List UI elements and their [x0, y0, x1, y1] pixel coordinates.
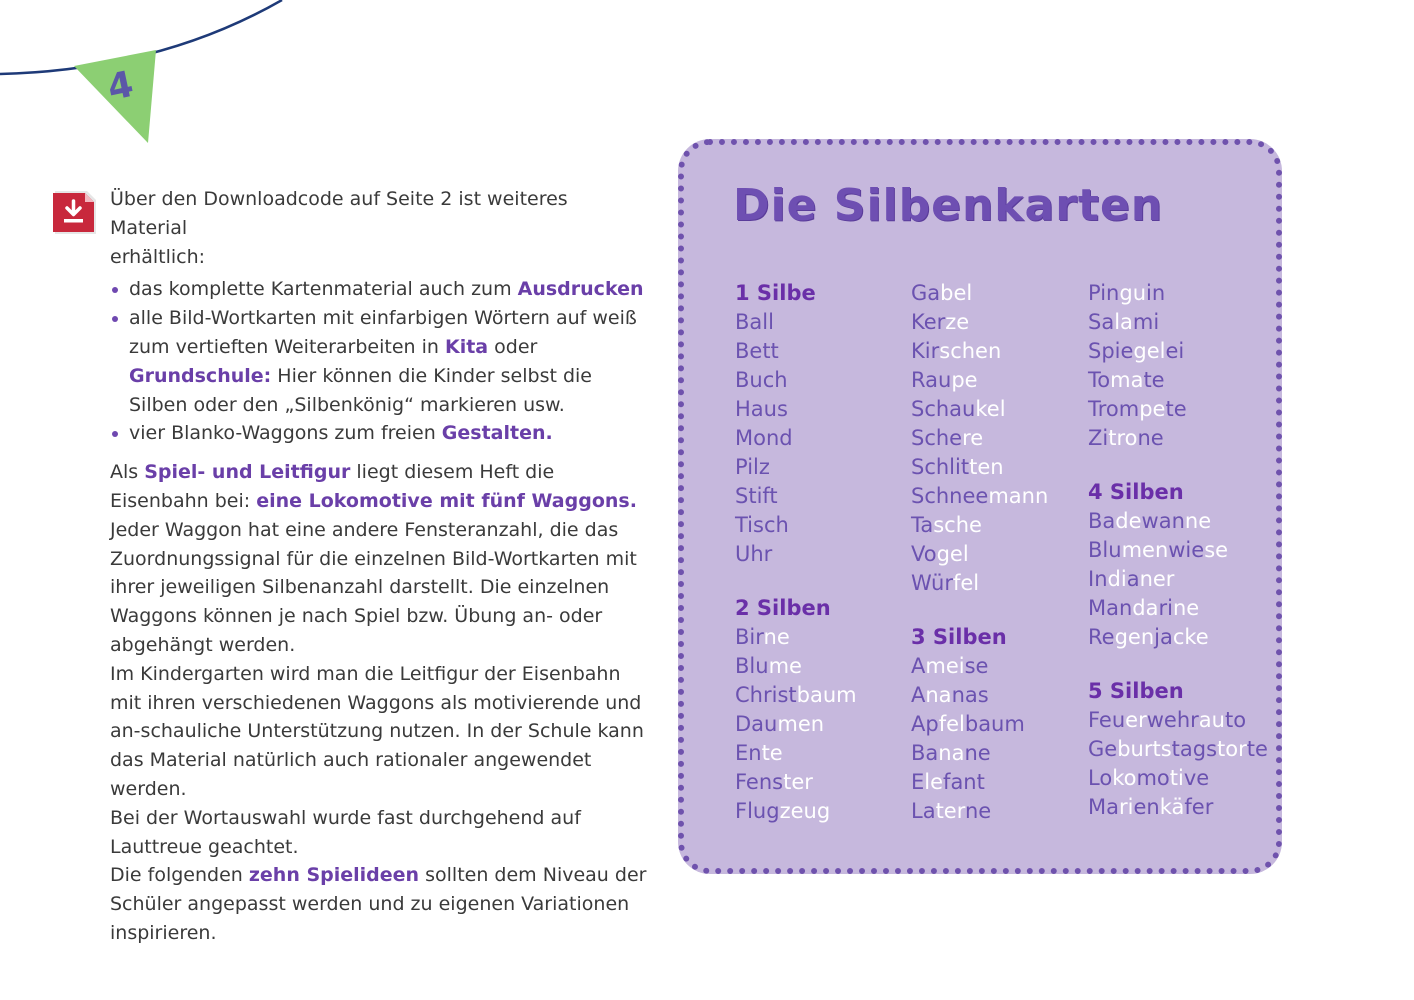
syllable-word: Indianer [1088, 567, 1175, 591]
word-list [735, 308, 857, 569]
syllable-word: Birne [735, 625, 790, 649]
syllable-word: Lokomotive [1088, 766, 1210, 790]
syllable-word: Marienkäfer [1088, 795, 1214, 819]
syllable-word: Spiegelei [1088, 339, 1185, 363]
card-title: Die Silbenkarten [733, 180, 1164, 231]
syllable-word: Schaukel [911, 397, 1006, 421]
group-title: 4 Silben [1088, 480, 1184, 504]
list-item: das komplette Kartenmaterial auch zum Ausdrucken [129, 275, 650, 304]
syllable-word: Flugzeug [735, 799, 831, 823]
syllable-word: Raupe [911, 368, 978, 392]
group-title: 1 Silbe [735, 281, 816, 305]
syllable-word: Mandarine [1088, 596, 1200, 620]
word-list [911, 279, 1048, 598]
column-3 [1088, 279, 1268, 822]
syllable-word: Tasche [911, 513, 982, 537]
group-title: 2 Silben [735, 596, 831, 620]
body-paragraph: Bei der Wortauswahl wurde fast durchgehend auf Lauttreue geachtet. [110, 806, 581, 858]
syllable-word: Regenjacke [1088, 625, 1209, 649]
page-decoration [0, 0, 300, 160]
word-list [911, 652, 1048, 826]
syllable-word: Pinguin [1088, 281, 1166, 305]
body-paragraph: Im Kindergarten wird man die Leitfigur der Eisenbahn mit ihren verschiedenen Waggons als motivierende und an-schauliche Unterstützung nutzen. In der Schule kann das Material natürlich auch rationaler angewendet werden. [110, 662, 644, 800]
syllable-word: Schlitten [911, 455, 1004, 479]
syllable-word: Würfel [911, 571, 980, 595]
syllable-word: Banane [911, 741, 991, 765]
page-number: 4 [104, 63, 138, 110]
list-item: vier Blanko-Waggons zum freien Gestalten. [129, 419, 650, 448]
syllable-word: Tisch [735, 513, 789, 537]
syllable-word: Gabel [911, 281, 973, 305]
body-paragraph: Als Spiel- und Leitfigur liegt diesem Heft die Eisenbahn bei: eine Lokomotive mit fünf Waggons. Jeder Waggon hat eine andere Fensteranzahl, die das Zuordnungssignal für die einzelnen Bild-Wortkarten mit ihrer jeweiligen Silbenanzahl darstellt. Die einzelnen Waggons können je nach Spiel bzw. Übung an- oder abgehängt werden. [110, 461, 637, 656]
syllable-word: Buch [735, 368, 788, 392]
body-paragraph: Die folgenden zehn Spielideen sollten dem Niveau der Schüler angepasst werden und zu eigenen Variationen inspirieren. [110, 864, 647, 944]
syllable-word: Tomate [1088, 368, 1165, 392]
word-list [1088, 507, 1268, 652]
download-list [110, 275, 650, 448]
syllable-word: Apfelbaum [911, 712, 1025, 736]
syllable-word: Ananas [911, 683, 989, 707]
download-icon[interactable] [51, 189, 98, 236]
word-list [735, 623, 857, 826]
syllable-word: Daumen [735, 712, 825, 736]
syllable-word: Blumenwiese [1088, 538, 1229, 562]
syllable-word: Feuerwehrauto [1088, 708, 1247, 732]
syllable-word: Fenster [735, 770, 813, 794]
syllable-word: Trompete [1088, 397, 1187, 421]
syllable-word: Kerze [911, 310, 970, 334]
syllable-word: Schneemann [911, 484, 1049, 508]
column-2 [911, 279, 1048, 826]
syllable-word: Badewanne [1088, 509, 1212, 533]
syllable-word: Christbaum [735, 683, 857, 707]
syllable-word: Ameise [911, 654, 989, 678]
syllable-word: Ente [735, 741, 783, 765]
list-item: alle Bild-Wortkarten mit einfarbigen Wörtern auf weiß zum vertieften Weiterarbeiten in Kita oder Grundschule: Hier können die Kinder selbst die Silben oder den „Silbenkönig“ markieren usw. [129, 304, 650, 419]
syllable-word: Pilz [735, 455, 770, 479]
syllable-word: Stift [735, 484, 778, 508]
syllable-word: Mond [735, 426, 793, 450]
syllable-word: Zitrone [1088, 426, 1164, 450]
word-list [1088, 279, 1268, 453]
syllable-word: Schere [911, 426, 984, 450]
syllable-word: Kirschen [911, 339, 1002, 363]
group-title: 3 Silben [911, 625, 1007, 649]
syllable-word: Ball [735, 310, 774, 334]
syllable-word: Uhr [735, 542, 773, 566]
intro-section [110, 185, 650, 948]
group-title: 5 Silben [1088, 679, 1184, 703]
syllable-word: Laterne [911, 799, 992, 823]
syllable-word: Bett [735, 339, 779, 363]
column-1 [735, 279, 857, 826]
word-list [1088, 706, 1268, 822]
syllable-word: Geburtstagstorte [1088, 737, 1268, 761]
syllable-word: Vogel [911, 542, 969, 566]
syllable-word: Elefant [911, 770, 985, 794]
syllable-word: Blume [735, 654, 802, 678]
download-info: Über den Downloadcode auf Seite 2 ist weiteres Material erhältlich: [110, 188, 568, 268]
syllable-word: Salami [1088, 310, 1160, 334]
syllable-word: Haus [735, 397, 788, 421]
